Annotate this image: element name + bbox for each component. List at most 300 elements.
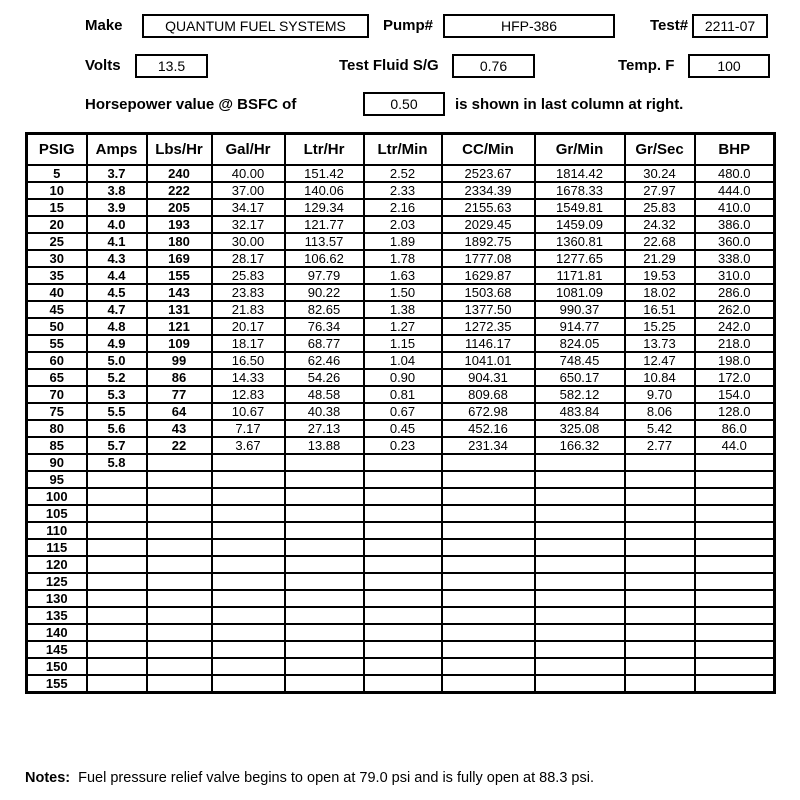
table-cell: 5.42 — [625, 420, 695, 437]
table-cell: 48.58 — [285, 386, 364, 403]
table-row — [27, 335, 775, 352]
table-cell: 2.33 — [364, 182, 442, 199]
table-row — [27, 352, 775, 369]
table-cell — [364, 675, 442, 693]
table-cell: 2.16 — [364, 199, 442, 216]
table-cell: 20 — [27, 216, 87, 233]
table-cell: 2029.45 — [442, 216, 535, 233]
table-cell — [625, 505, 695, 522]
table-cell — [285, 590, 364, 607]
table-row — [27, 233, 775, 250]
column-header: Gr/Min — [535, 134, 625, 165]
table-cell: 166.32 — [535, 437, 625, 454]
table-cell: 131 — [147, 301, 212, 318]
table-cell: 3.67 — [212, 437, 285, 454]
table-cell: 1081.09 — [535, 284, 625, 301]
table-cell: 0.45 — [364, 420, 442, 437]
table-row — [27, 199, 775, 216]
table-cell — [147, 607, 212, 624]
table-cell: 95 — [27, 471, 87, 488]
table-cell: 100 — [27, 488, 87, 505]
table-cell — [87, 522, 147, 539]
table-cell: 904.31 — [442, 369, 535, 386]
table-cell — [147, 471, 212, 488]
table-cell — [442, 454, 535, 471]
table-cell — [285, 675, 364, 693]
table-cell: 1.27 — [364, 318, 442, 335]
table-cell — [442, 658, 535, 675]
table-cell — [535, 641, 625, 658]
table-cell — [442, 607, 535, 624]
table-row — [27, 165, 775, 182]
table-cell: 82.65 — [285, 301, 364, 318]
table-cell: 1549.81 — [535, 199, 625, 216]
table-cell — [212, 641, 285, 658]
table-cell: 218.0 — [695, 335, 775, 352]
table-cell: 76.34 — [285, 318, 364, 335]
table-cell — [364, 590, 442, 607]
table-cell — [695, 556, 775, 573]
table-cell: 155 — [27, 675, 87, 693]
table-cell — [364, 539, 442, 556]
table-cell — [147, 624, 212, 641]
table-cell — [364, 471, 442, 488]
table-cell — [364, 522, 442, 539]
table-cell — [695, 522, 775, 539]
table-cell: 4.9 — [87, 335, 147, 352]
bsfc-statement-suffix: is shown in last column at right. — [455, 96, 684, 113]
table-cell: 1.63 — [364, 267, 442, 284]
test-fluid-sg-label: Test Fluid S/G — [339, 57, 439, 74]
table-cell — [364, 454, 442, 471]
table-cell — [695, 607, 775, 624]
table-cell: 240 — [147, 165, 212, 182]
table-cell: 145 — [27, 641, 87, 658]
table-header — [27, 134, 775, 165]
table-cell — [285, 658, 364, 675]
table-cell: 990.37 — [535, 301, 625, 318]
table-cell: 180 — [147, 233, 212, 250]
table-cell — [87, 539, 147, 556]
table-cell — [212, 556, 285, 573]
table-cell: 1459.09 — [535, 216, 625, 233]
table-row — [27, 386, 775, 403]
table-cell — [442, 573, 535, 590]
table-cell — [535, 539, 625, 556]
table-cell: 16.51 — [625, 301, 695, 318]
table-cell: 64 — [147, 403, 212, 420]
table-row — [27, 437, 775, 454]
table-cell: 23.83 — [212, 284, 285, 301]
table-cell: 1377.50 — [442, 301, 535, 318]
table-cell — [442, 488, 535, 505]
table-cell: 2155.63 — [442, 199, 535, 216]
table-cell: 5.2 — [87, 369, 147, 386]
table-cell: 1892.75 — [442, 233, 535, 250]
table-body — [27, 165, 775, 693]
table-cell: 143 — [147, 284, 212, 301]
table-cell: 0.81 — [364, 386, 442, 403]
table-cell — [147, 539, 212, 556]
table-cell: 4.4 — [87, 267, 147, 284]
table-cell: 12.47 — [625, 352, 695, 369]
table-cell: 75 — [27, 403, 87, 420]
table-cell: 22 — [147, 437, 212, 454]
table-cell: 9.70 — [625, 386, 695, 403]
table-cell: 338.0 — [695, 250, 775, 267]
table-cell: 2.77 — [625, 437, 695, 454]
table-cell: 140.06 — [285, 182, 364, 199]
table-cell — [535, 556, 625, 573]
table-row — [27, 573, 775, 590]
table-cell — [87, 607, 147, 624]
table-cell: 14.33 — [212, 369, 285, 386]
table-cell: 40.00 — [212, 165, 285, 182]
table-cell: 1041.01 — [442, 352, 535, 369]
table-cell: 5.6 — [87, 420, 147, 437]
table-cell: 360.0 — [695, 233, 775, 250]
table-cell: 2.03 — [364, 216, 442, 233]
table-cell: 4.0 — [87, 216, 147, 233]
table-cell — [625, 539, 695, 556]
table-cell — [442, 556, 535, 573]
table-cell: 1360.81 — [535, 233, 625, 250]
volts-label: Volts — [85, 57, 121, 74]
table-cell — [87, 624, 147, 641]
table-cell — [535, 658, 625, 675]
table-cell — [535, 590, 625, 607]
table-cell — [442, 675, 535, 693]
table-cell — [285, 556, 364, 573]
table-cell: 410.0 — [695, 199, 775, 216]
table-cell — [625, 471, 695, 488]
table-cell: 1814.42 — [535, 165, 625, 182]
table-row — [27, 403, 775, 420]
table-cell: 0.67 — [364, 403, 442, 420]
table-cell: 21.29 — [625, 250, 695, 267]
table-row — [27, 488, 775, 505]
table-cell: 30.24 — [625, 165, 695, 182]
table-cell: 97.79 — [285, 267, 364, 284]
table-cell: 77 — [147, 386, 212, 403]
table-cell: 1.50 — [364, 284, 442, 301]
table-cell: 0.90 — [364, 369, 442, 386]
table-cell: 914.77 — [535, 318, 625, 335]
table-cell — [625, 573, 695, 590]
table-row — [27, 675, 775, 693]
table-cell: 205 — [147, 199, 212, 216]
table-cell — [695, 488, 775, 505]
table-cell — [212, 573, 285, 590]
table-cell — [625, 607, 695, 624]
table-cell: 35 — [27, 267, 87, 284]
table-cell: 193 — [147, 216, 212, 233]
table-cell: 40 — [27, 284, 87, 301]
table-cell — [285, 641, 364, 658]
table-cell — [625, 590, 695, 607]
pump-number-label: Pump# — [383, 17, 434, 34]
table-cell: 27.97 — [625, 182, 695, 199]
column-header: Lbs/Hr — [147, 134, 212, 165]
table-cell — [147, 454, 212, 471]
table-cell: 28.17 — [212, 250, 285, 267]
table-header-row — [27, 134, 775, 165]
table-row — [27, 522, 775, 539]
table-cell: 113.57 — [285, 233, 364, 250]
table-cell: 109 — [147, 335, 212, 352]
table-cell: 25 — [27, 233, 87, 250]
table-cell — [625, 641, 695, 658]
table-cell — [285, 539, 364, 556]
table-cell: 24.32 — [625, 216, 695, 233]
table-cell: 99 — [147, 352, 212, 369]
table-cell: 37.00 — [212, 182, 285, 199]
table-cell: 1277.65 — [535, 250, 625, 267]
table-cell: 68.77 — [285, 335, 364, 352]
table-cell — [212, 590, 285, 607]
table-cell: 90 — [27, 454, 87, 471]
table-row — [27, 301, 775, 318]
table-cell: 672.98 — [442, 403, 535, 420]
temp-f-field: 100 — [688, 54, 770, 78]
table-cell: 1.15 — [364, 335, 442, 352]
table-cell: 13.88 — [285, 437, 364, 454]
table-cell: 222 — [147, 182, 212, 199]
table-cell: 231.34 — [442, 437, 535, 454]
table-cell: 310.0 — [695, 267, 775, 284]
table-cell — [364, 505, 442, 522]
table-cell — [147, 573, 212, 590]
table-cell — [87, 556, 147, 573]
table-cell: 150 — [27, 658, 87, 675]
table-cell: 325.08 — [535, 420, 625, 437]
table-cell: 45 — [27, 301, 87, 318]
table-row — [27, 556, 775, 573]
table-cell: 8.06 — [625, 403, 695, 420]
test-fluid-sg-field: 0.76 — [452, 54, 535, 78]
notes-text: Fuel pressure relief valve begins to open at 79.0 psi and is fully open at 88.3 psi. — [78, 770, 594, 786]
table-cell: 2.52 — [364, 165, 442, 182]
table-cell: 1.38 — [364, 301, 442, 318]
table-cell: 130 — [27, 590, 87, 607]
table-cell — [625, 556, 695, 573]
table-cell — [285, 607, 364, 624]
table-cell: 25.83 — [625, 199, 695, 216]
column-header: Gr/Sec — [625, 134, 695, 165]
table-cell — [695, 675, 775, 693]
table-cell — [212, 505, 285, 522]
table-cell: 242.0 — [695, 318, 775, 335]
table-cell: 809.68 — [442, 386, 535, 403]
table-cell: 444.0 — [695, 182, 775, 199]
table-row — [27, 607, 775, 624]
column-header: Ltr/Hr — [285, 134, 364, 165]
column-header: CC/Min — [442, 134, 535, 165]
table-cell: 18.17 — [212, 335, 285, 352]
table-row — [27, 471, 775, 488]
table-cell: 85 — [27, 437, 87, 454]
table-cell — [442, 505, 535, 522]
table-cell: 0.23 — [364, 437, 442, 454]
table-cell — [87, 505, 147, 522]
table-cell — [695, 539, 775, 556]
table-row — [27, 216, 775, 233]
table-cell — [87, 471, 147, 488]
table-cell — [364, 488, 442, 505]
table-cell — [695, 505, 775, 522]
table-cell: 43 — [147, 420, 212, 437]
table-cell — [364, 658, 442, 675]
table-cell: 2523.67 — [442, 165, 535, 182]
table-cell: 129.34 — [285, 199, 364, 216]
table-cell — [147, 641, 212, 658]
table-cell: 18.02 — [625, 284, 695, 301]
table-cell: 40.38 — [285, 403, 364, 420]
table-cell — [364, 641, 442, 658]
table-cell — [625, 522, 695, 539]
table-cell — [535, 505, 625, 522]
table-cell: 1.04 — [364, 352, 442, 369]
table-row — [27, 454, 775, 471]
table-cell — [535, 522, 625, 539]
flow-data-table — [25, 132, 776, 694]
table-cell: 60 — [27, 352, 87, 369]
table-cell — [285, 522, 364, 539]
table-row — [27, 182, 775, 199]
column-header: Gal/Hr — [212, 134, 285, 165]
column-header: PSIG — [27, 134, 87, 165]
table-cell: 172.0 — [695, 369, 775, 386]
table-cell: 30.00 — [212, 233, 285, 250]
table-row — [27, 369, 775, 386]
table-cell: 12.83 — [212, 386, 285, 403]
table-cell: 70 — [27, 386, 87, 403]
table-cell — [212, 658, 285, 675]
table-cell: 748.45 — [535, 352, 625, 369]
table-cell — [442, 522, 535, 539]
make-field: QUANTUM FUEL SYSTEMS — [142, 14, 369, 38]
table-row — [27, 250, 775, 267]
table-cell: 3.8 — [87, 182, 147, 199]
table-cell: 20.17 — [212, 318, 285, 335]
table-cell: 582.12 — [535, 386, 625, 403]
table-cell: 106.62 — [285, 250, 364, 267]
table-cell: 2334.39 — [442, 182, 535, 199]
table-cell: 50 — [27, 318, 87, 335]
table-cell — [212, 624, 285, 641]
table-cell: 135 — [27, 607, 87, 624]
table-cell: 22.68 — [625, 233, 695, 250]
table-cell — [147, 658, 212, 675]
table-cell — [87, 573, 147, 590]
table-cell: 115 — [27, 539, 87, 556]
table-cell — [147, 488, 212, 505]
test-number-field: 2211-07 — [692, 14, 768, 38]
table-cell — [695, 641, 775, 658]
table-row — [27, 641, 775, 658]
table-cell — [535, 675, 625, 693]
table-row — [27, 267, 775, 284]
table-cell: 44.0 — [695, 437, 775, 454]
table-cell: 286.0 — [695, 284, 775, 301]
table-row — [27, 658, 775, 675]
table-cell: 27.13 — [285, 420, 364, 437]
table-cell: 151.42 — [285, 165, 364, 182]
table-cell: 16.50 — [212, 352, 285, 369]
table-cell — [695, 573, 775, 590]
table-row — [27, 420, 775, 437]
table-cell — [364, 573, 442, 590]
table-cell: 1272.35 — [442, 318, 535, 335]
table-cell — [695, 454, 775, 471]
table-cell: 125 — [27, 573, 87, 590]
table-cell: 262.0 — [695, 301, 775, 318]
table-cell — [535, 454, 625, 471]
table-cell: 15 — [27, 199, 87, 216]
table-cell: 5.3 — [87, 386, 147, 403]
table-row — [27, 624, 775, 641]
table-row — [27, 318, 775, 335]
table-cell — [212, 471, 285, 488]
table-cell: 1.78 — [364, 250, 442, 267]
table-cell: 5.7 — [87, 437, 147, 454]
table-cell: 7.17 — [212, 420, 285, 437]
table-cell: 80 — [27, 420, 87, 437]
test-number-label: Test# — [650, 17, 689, 34]
table-cell — [87, 590, 147, 607]
table-cell — [147, 556, 212, 573]
table-cell: 10 — [27, 182, 87, 199]
table-cell: 86 — [147, 369, 212, 386]
pump-number-field: HFP-386 — [443, 14, 615, 38]
table-cell — [285, 573, 364, 590]
table-cell: 140 — [27, 624, 87, 641]
notes-line — [25, 770, 594, 786]
table-cell — [285, 505, 364, 522]
table-cell: 169 — [147, 250, 212, 267]
table-cell — [364, 607, 442, 624]
table-cell: 34.17 — [212, 199, 285, 216]
table-cell — [695, 590, 775, 607]
table-cell — [285, 454, 364, 471]
table-cell — [87, 488, 147, 505]
table-cell: 480.0 — [695, 165, 775, 182]
table-cell: 121 — [147, 318, 212, 335]
table-cell — [442, 539, 535, 556]
table-cell: 10.67 — [212, 403, 285, 420]
table-cell: 54.26 — [285, 369, 364, 386]
table-cell — [625, 675, 695, 693]
table-cell: 452.16 — [442, 420, 535, 437]
table-cell: 128.0 — [695, 403, 775, 420]
table-cell: 1777.08 — [442, 250, 535, 267]
table-cell — [212, 488, 285, 505]
table-cell: 15.25 — [625, 318, 695, 335]
table-cell: 3.7 — [87, 165, 147, 182]
table-cell: 25.83 — [212, 267, 285, 284]
table-row — [27, 539, 775, 556]
table-cell — [442, 641, 535, 658]
table-cell: 65 — [27, 369, 87, 386]
table-cell: 120 — [27, 556, 87, 573]
table-cell — [147, 505, 212, 522]
notes-label: Notes: — [25, 770, 71, 786]
table-cell — [535, 471, 625, 488]
table-cell — [212, 522, 285, 539]
table-cell — [442, 590, 535, 607]
table-cell: 4.7 — [87, 301, 147, 318]
table-cell: 824.05 — [535, 335, 625, 352]
